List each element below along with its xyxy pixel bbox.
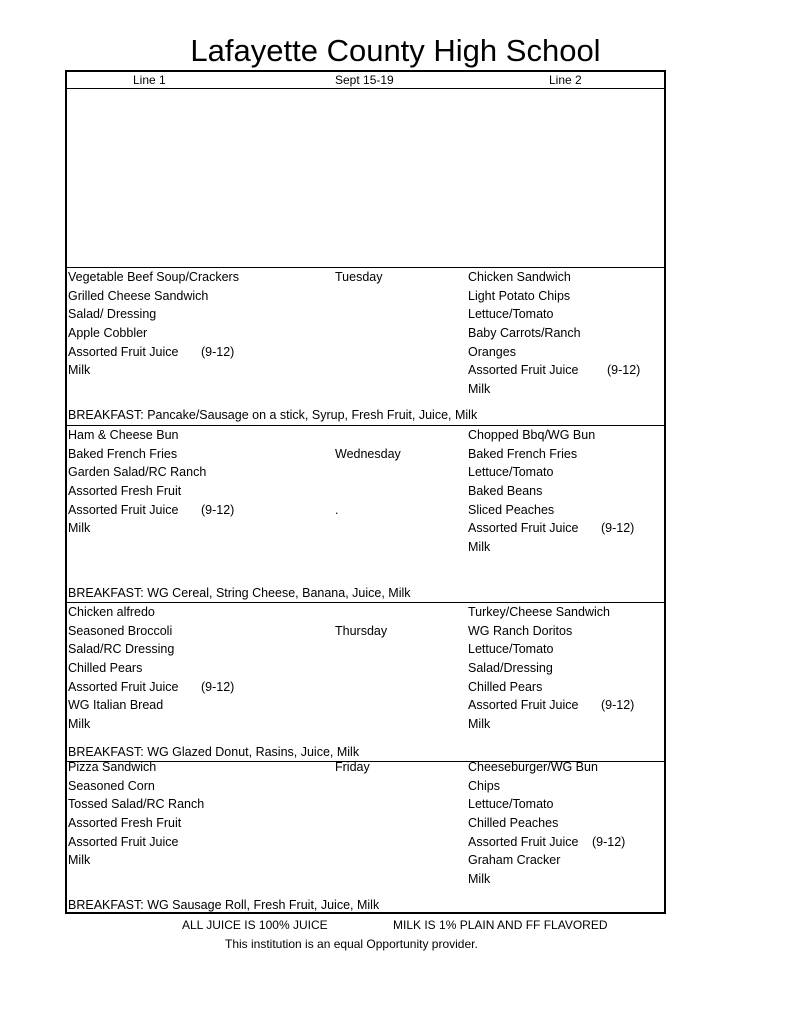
menu-item: Milk: [68, 521, 91, 536]
menu-item: Assorted Fruit Juice (9-12): [468, 833, 598, 852]
grade-note: (9-12): [601, 521, 635, 536]
breakfast-wednesday: BREAKFAST: WG Cereal, String Cheese, Banana, Juice, Milk: [68, 586, 411, 600]
header-divider: [65, 88, 666, 89]
menu-item: Salad/ Dressing: [68, 307, 157, 322]
menu-item: Milk: [68, 717, 91, 732]
menu-item: Chilled Peaches: [468, 816, 559, 831]
header-week: Sept 15-19: [335, 73, 394, 87]
header-line2: Line 2: [549, 73, 582, 87]
menu-item: Garden Salad/RC Ranch: [68, 465, 207, 480]
breakfast-thursday: BREAKFAST: WG Glazed Donut, Rasins, Juice, Milk: [68, 745, 360, 759]
menu-item: Chilled Pears: [468, 679, 543, 694]
menu-item: Baked Beans: [468, 484, 543, 499]
menu-item: Assorted Fruit Juice (9-12): [68, 343, 239, 362]
day-tuesday: Tuesday: [335, 270, 383, 284]
menu-item: Chicken Sandwich: [468, 270, 571, 284]
menu-item: Seasoned Broccoli: [68, 623, 173, 638]
menu-item: Lettuce/Tomato: [468, 307, 554, 322]
menu-item: Assorted Fruit Juice: [68, 834, 179, 849]
menu-item: Grilled Cheese Sandwich: [68, 288, 209, 303]
menu-item: WG Ranch Doritos: [468, 623, 573, 638]
tuesday-line1: [68, 268, 239, 380]
menu-item: Assorted Fruit Juice (9-12): [468, 519, 595, 538]
page-title: Lafayette County High School: [190, 33, 601, 68]
menu-item: Baked French Fries: [468, 446, 578, 461]
menu-item: Milk: [68, 853, 91, 868]
menu-item: Seasoned Corn: [68, 778, 155, 793]
grade-note: (9-12): [601, 698, 635, 713]
menu-item: Assorted Fruit Juice (9-12): [468, 361, 581, 380]
equal-opportunity-statement: This institution is an equal Opportunity provider.: [225, 937, 478, 951]
menu-item: Baby Carrots/Ranch: [468, 326, 581, 341]
wednesday-line1: [68, 426, 235, 538]
menu-item: Cheeseburger/WG Bun: [468, 760, 598, 774]
menu-item: Oranges: [468, 344, 516, 359]
menu-item: Chips: [468, 778, 500, 793]
menu-item: WG Italian Bread: [68, 698, 164, 713]
breakfast-friday: BREAKFAST: WG Sausage Roll, Fresh Fruit, Juice, Milk: [68, 898, 380, 912]
grade-note: (9-12): [592, 834, 626, 849]
menu-item: Milk: [468, 382, 491, 397]
friday-line1: [68, 758, 204, 870]
day-wednesday: Wednesday: [335, 447, 401, 461]
menu-item: Assorted Fruit Juice (9-12): [468, 696, 610, 715]
menu-item: Salad/Dressing: [468, 661, 553, 676]
menu-item: Assorted Fresh Fruit: [68, 484, 182, 499]
menu-item: Chopped Bbq/WG Bun: [468, 428, 596, 442]
menu-item: Turkey/Cheese Sandwich: [468, 605, 610, 619]
tuesday-line2: [468, 268, 641, 399]
menu-item: Lettuce/Tomato: [468, 642, 554, 657]
wednesday-line2: [468, 426, 635, 557]
thursday-line2: [468, 603, 635, 734]
grade-note: (9-12): [201, 679, 235, 694]
stray-mark: .: [335, 503, 339, 517]
day-thursday: Thursday: [335, 624, 388, 638]
juice-note: ALL JUICE IS 100% JUICE: [182, 918, 328, 932]
menu-item: Tossed Salad/RC Ranch: [68, 797, 205, 812]
grade-note: (9-12): [201, 502, 235, 517]
breakfast-tuesday: BREAKFAST: Pancake/Sausage on a stick, Syrup, Fresh Fruit, Juice, Milk: [68, 408, 478, 422]
menu-item: Sliced Peaches: [468, 502, 555, 517]
menu-item: Chilled Pears: [68, 661, 143, 676]
grade-note: (9-12): [607, 363, 641, 378]
menu-item: Chicken alfredo: [68, 605, 155, 619]
menu-item: Assorted Fresh Fruit: [68, 816, 182, 831]
header-line1: Line 1: [133, 73, 166, 87]
menu-item: Milk: [468, 872, 491, 887]
menu-item: Milk: [468, 717, 491, 732]
menu-item: Graham Cracker: [468, 853, 561, 868]
milk-note: MILK IS 1% PLAIN AND FF FLAVORED: [393, 918, 608, 932]
menu-item: Apple Cobbler: [68, 326, 148, 341]
menu-item: Assorted Fruit Juice (9-12): [68, 501, 206, 520]
menu-item: Lettuce/Tomato: [468, 465, 554, 480]
menu-item: Light Potato Chips: [468, 288, 571, 303]
menu-item: Ham & Cheese Bun: [68, 428, 179, 442]
menu-item: Vegetable Beef Soup/Crackers: [68, 270, 239, 284]
friday-line2: [468, 758, 626, 889]
menu-item: Pizza Sandwich: [68, 760, 157, 774]
grade-note: (9-12): [201, 344, 235, 359]
menu-item: Assorted Fruit Juice (9-12): [68, 678, 178, 697]
menu-item: Salad/RC Dressing: [68, 642, 175, 657]
menu-item: Milk: [468, 540, 491, 555]
day-friday: Friday: [335, 760, 370, 774]
thursday-line1: [68, 603, 235, 734]
menu-item: Baked French Fries: [68, 446, 178, 461]
menu-item: Milk: [68, 363, 91, 378]
menu-item: Lettuce/Tomato: [468, 797, 554, 812]
